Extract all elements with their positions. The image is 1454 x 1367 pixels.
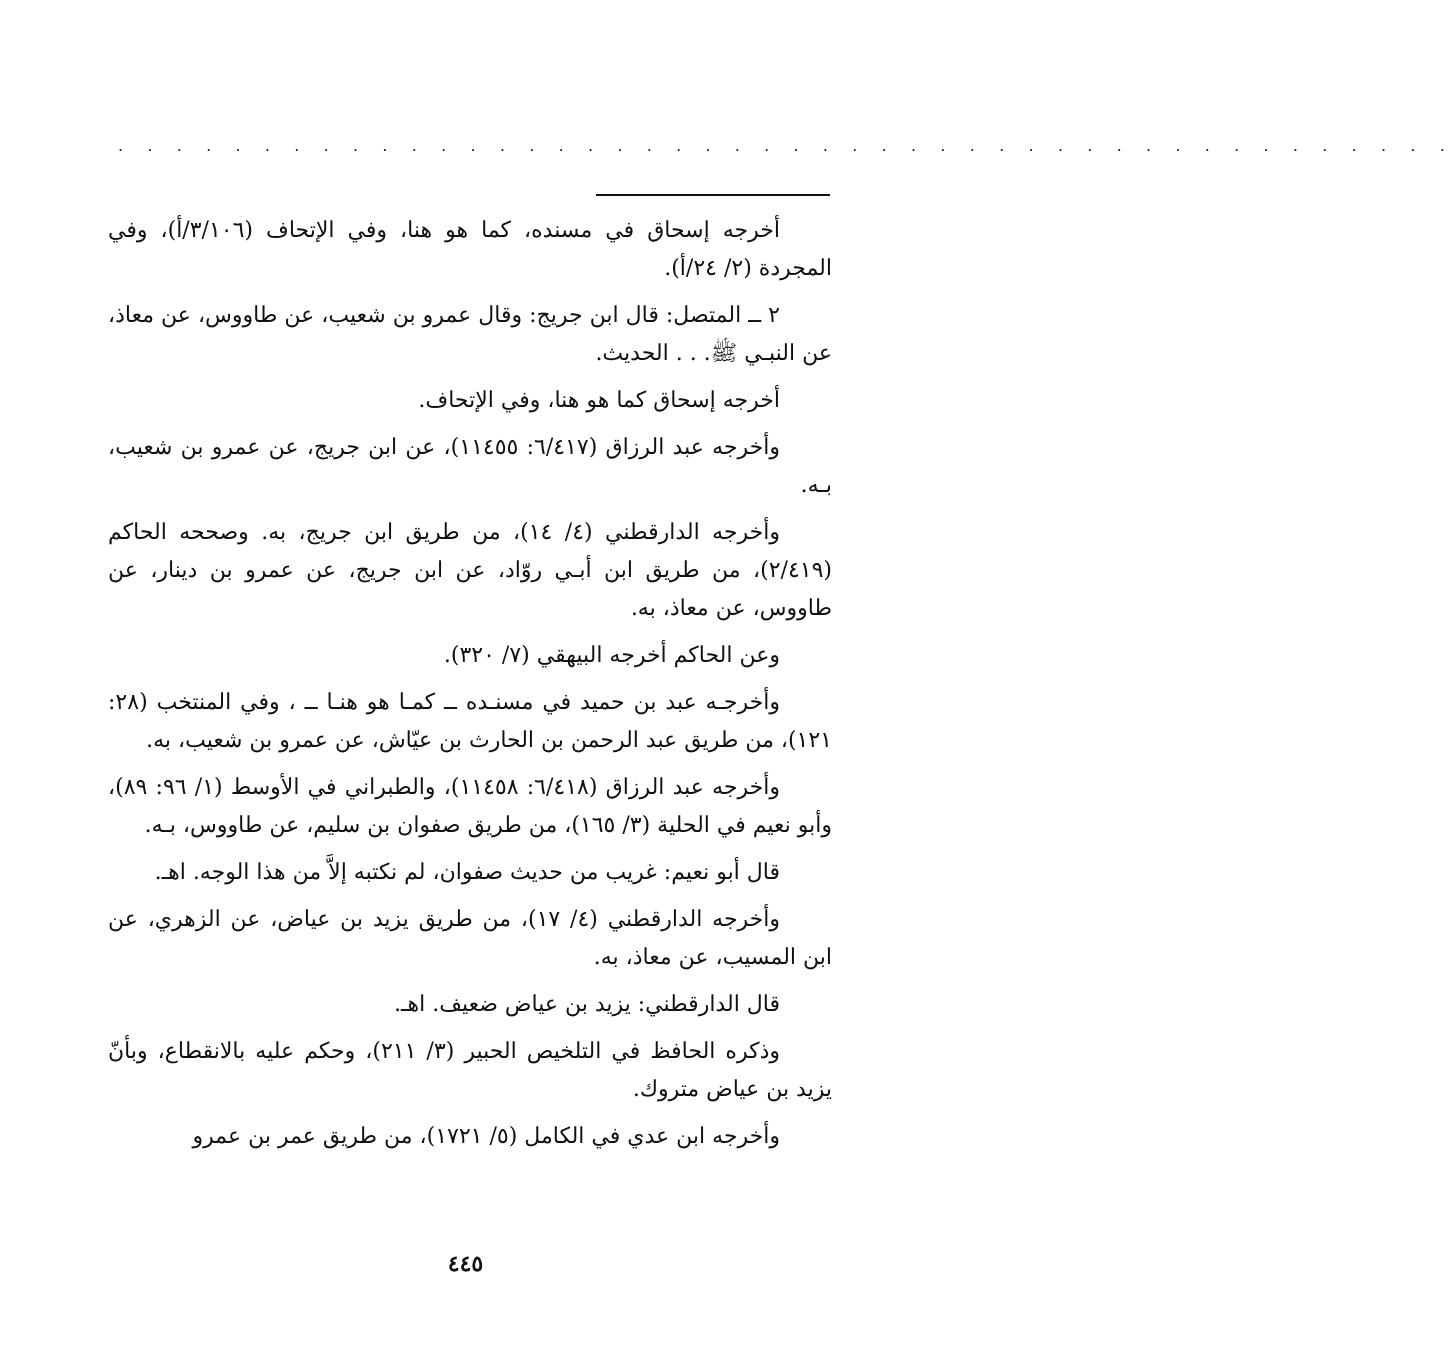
paragraph-ishaq-musnad: أخرجه إسحاق في مسنده، كما هو هنا، وفي الإتحاف (٣/١٠٦/أ)، وفي المجردة (٢/ ٢٤/أ).	[108, 218, 832, 281]
paragraph-bayhaqi: وعن الحاكم أخرجه البيهقي (٧/ ٣٢٠).	[443, 643, 780, 668]
footnote-separator-line	[596, 194, 830, 196]
footnote-text-block	[108, 212, 832, 1165]
paragraph-abd-bin-humaid: وأخرجـه عبد بن حميد في مسنـده ــ كمـا هو هنـا ــ ، وفي المنتخب (٢٨: ١٢١)، من طريق عبد الرحمن بن الحارث بن عيّاش، عن عمرو بن شعيب، به.	[108, 690, 832, 753]
paragraph-ishaq-ithaf: أخرجه إسحاق كما هو هنا، وفي الإتحاف.	[418, 388, 780, 413]
paragraph-talkhis: وذكره الحافظ في التلخيص الحبير (٣/ ٢١١)، وحكم عليه بالانقطاع، وبأنّ يزيد بن عياض متروك.	[108, 1039, 832, 1102]
paragraph-daraqutni-zuhri: وأخرجه الدارقطني (٤/ ١٧)، من طريق يزيد بن عياض، عن الزهري، عن ابن المسيب، عن معاذ، به.	[108, 907, 832, 970]
paragraph-daraqutni-hakim: وأخرجه الدارقطني (٤/ ١٤)، من طريق ابن جريج، به. وصححه الحاكم (٢/٤١٩)، من طريق ابن أبـي روّاد، عن ابن جريج، عن عمرو بن دينار، عن طاووس، عن معاذ، به.	[108, 520, 832, 621]
paragraph-muttasil: ٢ ــ المتصل: قال ابن جريج: وقال عمرو بن شعيب، عن طاووس، عن معاذ، عن النبـي ﷺ. . . الحديث.	[108, 303, 832, 366]
header-dotted-rule: . . . . . . . . . . . . . . . . . . . . . . . . . . . . . . . . . . . . . . . . . . . . . .	[118, 136, 1454, 155]
paragraph-ibn-adi: وأخرجه ابن عدي في الكامل (٥/ ١٧٢١)، من طريق عمر بن عمرو	[192, 1124, 780, 1149]
page-number: ٤٤٥	[447, 1251, 484, 1277]
paragraph-abdulrazzaq-2: وأخرجه عبد الرزاق (٦/٤١٨: ١١٤٥٨)، والطبراني في الأوسط (١/ ٩٦: ٨٩)، وأبو نعيم في الحلية (٣/ ١٦٥)، من طريق صفوان بن سليم، عن طاووس، بـه.	[108, 775, 832, 838]
paragraph-daraqutni-comment: قال الدارقطني: يزيد بن عياض ضعيف. اهـ.	[394, 992, 780, 1017]
paragraph-abu-nuaim: قال أبو نعيم: غريب من حديث صفوان، لم نكتبه إلاَّ من هذا الوجه. اهـ.	[154, 860, 780, 885]
paragraph-abdulrazzaq-1: وأخرجه عبد الرزاق (٦/٤١٧: ١١٤٥٥)، عن ابن جريج، عن عمرو بن شعيب، بـه.	[108, 435, 832, 498]
